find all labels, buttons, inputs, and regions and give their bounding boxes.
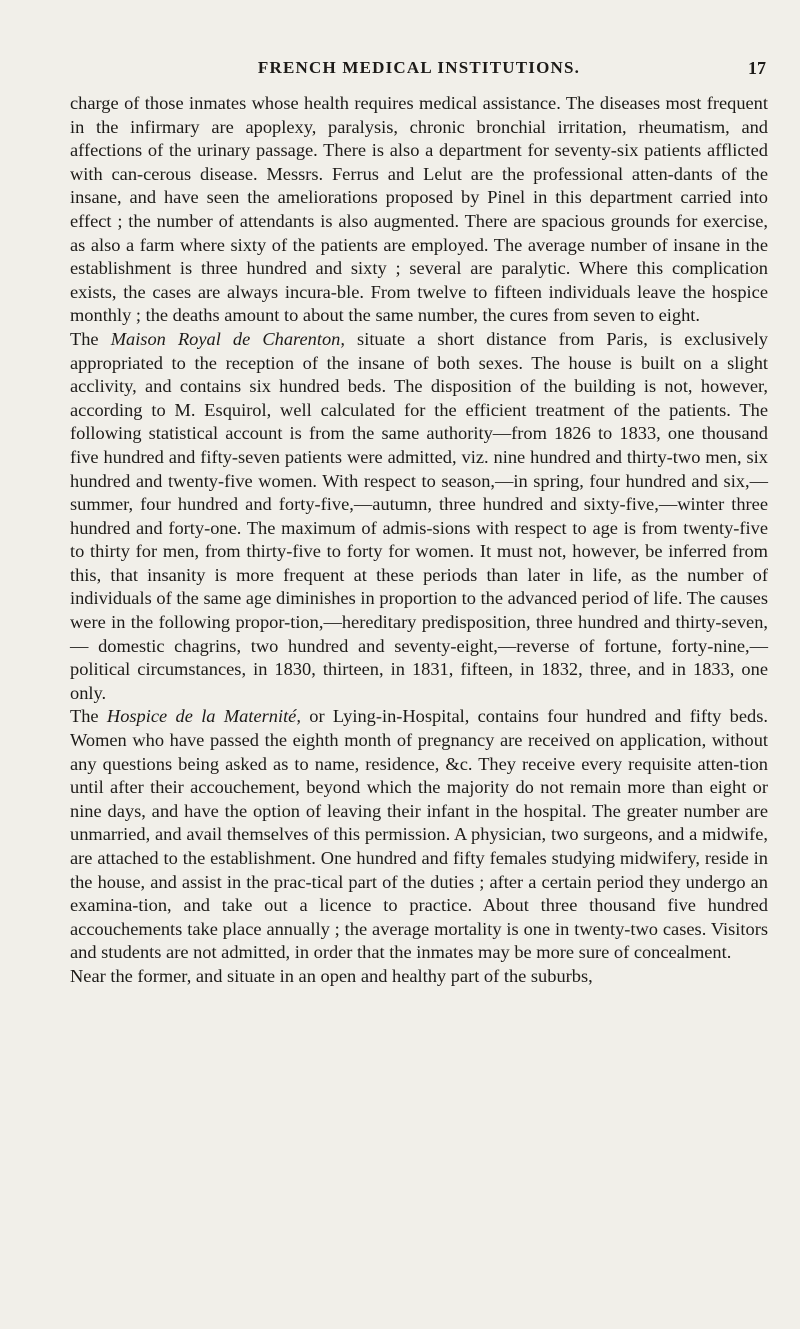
body-text <box>70 92 768 989</box>
paragraph-maternite <box>70 705 768 965</box>
paragraph-text: situate a short distance from Paris, is exclusively appropriated to the reception of the insane of both sexes. The house is built on a slight acclivity, and contains six hundred beds. The disposition of the building is not, however, according to M. Esquirol, well calculated for the efficient treatment of the patients. The following statistical account is from the same authority—from 1826 to 1833, one thousand five hundred and fifty-seven patients were admitted, viz. nine hundred and thirty-two men, six hundred and twenty-five women. With respect to season,—in spring, four hundred and six,— summer, four hundred and forty-five,—autumn, three hundred and sixty-five,—winter three hundred and forty-one. The maximum of admis-sions with respect to age is from twenty-five to thirty for men, from thirty-five to forty for women. It must not, however, be inferred from this, that insanity is more frequent at these periods than later in life, as the number of individuals of the same age diminishes in proportion to the advanced period of life. The causes were in the following propor-tion,—hereditary predisposition, three hundred and thirty-seven,— domestic chagrins, two hundred and seventy-eight,—reverse of fortune, forty-nine,—political circumstances, in 1830, thirteen, in 1831, fifteen, in 1832, three, and in 1833, one only. <box>70 328 768 703</box>
page-number: 17 <box>748 58 766 78</box>
paragraph-text: The <box>70 328 111 349</box>
italic-title-maternite: Hospice de la Maternité, <box>106 706 301 727</box>
paragraph-text: Near the former, and situate in an open and healthy part of the suburbs, <box>70 965 593 986</box>
paragraph-text: The <box>70 706 107 727</box>
italic-title-charenton: Maison Royal de Charenton, <box>110 328 345 349</box>
paragraph-suburbs <box>70 965 768 989</box>
running-head <box>70 58 768 86</box>
paragraph-charenton <box>70 328 768 706</box>
running-title: FRENCH MEDICAL INSTITUTIONS. <box>257 58 581 77</box>
paragraph-infirmary <box>70 92 768 328</box>
paragraph-text: charge of those inmates whose health requires medical assistance. The diseases most frequent in the infirmary are apoplexy, paralysis, chronic bronchial irritation, rheumatism, and affections of the urinary passage. There is also a department for seventy-six patients afflicted with can-cerous disease. Messrs. Ferrus and Lelut are the professional atten-dants of the insane, and have seen the ameliorations proposed by Pinel in this department carried into effect ; the number of attendants is also augmented. There are spacious grounds for exercise, as also a farm where sixty of the patients are employed. The average number of insane in the establishment is three hundred and sixty ; several are paralytic. Where this complication exists, the cases are always incura-ble. From twelve to fifteen individuals leave the hospice monthly ; the deaths amount to about the same number, the cures from seven to eight. <box>70 93 768 326</box>
paragraph-text: or Lying-in-Hospital, contains four hundred and fifty beds. Women who have passed the eighth month of pregnancy are received on application, without any questions being asked as to name, residence, &c. They receive every requisite atten-tion until after their accouchement, beyond which the majority do not remain more than eight or nine days, and have the option of leaving their infant in the hospital. The greater number are unmarried, and avail themselves of this permission. A physician, two surgeons, and a midwife, are attached to the establishment. One hundred and fifty females studying midwifery, reside in the house, and assist in the prac-tical part of the duties ; after a certain period they undergo an examina-tion, and take out a licence to practice. About three thousand five hundred accouchements take place annually ; the average mortality is one in twenty-two cases. Visitors and students are not admitted, in order that the inmates may be more sure of concealment. <box>70 706 768 963</box>
